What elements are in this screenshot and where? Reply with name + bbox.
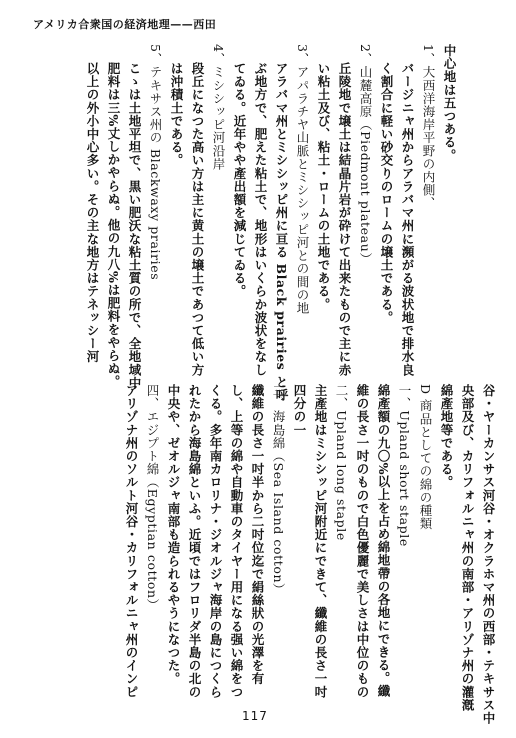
text-line: 肥料は三%丈しかやらぬ。他の九八%は肥料をやらぬ。 bbox=[106, 62, 121, 389]
text-line: 谷・ヤーカンサス河谷・オクラホマ州の西部・テキサス中 bbox=[481, 384, 496, 725]
text-line: 2、山麓高原（Piedmont plateau） bbox=[358, 44, 373, 266]
text-line: てゐる。近年やや產出額を減じてゐる。 bbox=[232, 62, 247, 298]
text-line: し、上等の綿や自動車のタイヤー用になる强い綿をつ bbox=[229, 384, 244, 699]
text-line: 四分の一 bbox=[292, 384, 307, 437]
text-line: アリゾナ州のソルト河谷・カリフォルニャ州のインピ bbox=[124, 384, 139, 699]
text-line: は沖積土である。 bbox=[169, 62, 184, 167]
text-line: 綿產額の九〇%以上を占め綿地帶の各地にできる。纖 bbox=[376, 384, 391, 698]
text-line: 丘陵地で壌土は結晶片岩が砕けて出来たもので主に赤 bbox=[337, 62, 352, 377]
text-line: バージニャ州からアラバマ州に瀕がる波状地で排水良 bbox=[400, 62, 415, 377]
text-line: くる。多年南カロリナ・ジオルジャ海岸の島につくら bbox=[208, 384, 223, 699]
text-line: 5、テキサス州の Blackwaxy prairies bbox=[148, 44, 163, 281]
text-line: 央部及び、カリフォルニャ州の南部・アリゾナ州の灌漑 bbox=[460, 384, 475, 712]
text-line: く割合に軽い砂交りのロームの壌土である。 bbox=[379, 62, 394, 324]
text-line: 1、大西洋海岸平野の内側、 bbox=[421, 44, 436, 210]
text-line: 3、アパラチヤ山脈とミシシッピ河との間の地 bbox=[295, 44, 310, 315]
text-line: 綿產地等である。 bbox=[439, 384, 454, 489]
text-line: 四、エジプト綿（Egyptian cotton） bbox=[145, 384, 160, 612]
text-line: 二、Upland long staple bbox=[334, 384, 349, 541]
text-line: ぶ地方で、肥えた粘土で、地形はいくらか波状をなし bbox=[253, 62, 268, 377]
text-line: こゝは土地平坦で、黒い肥沃な粘土質の所で、全地域中 bbox=[127, 62, 142, 390]
text-line: 一、Upland short staple bbox=[397, 384, 412, 547]
text-line: アラバマ州とミシシッピ州に亘る Black prairies と呼 bbox=[274, 62, 289, 402]
text-line: 中央や、ゼオルジャ南部も造られるやうになつた。 bbox=[166, 384, 181, 686]
text-line: れたから海島綿といふ。近頃ではフロリダ半島の北の bbox=[187, 384, 202, 699]
text-line: 主產地はミシシッピ河附近にできて、纖維の長さ一吋 bbox=[313, 384, 328, 699]
text-line: 4、ミシシッピ河沿岸 bbox=[211, 44, 226, 171]
page-number: 117 bbox=[242, 709, 268, 723]
text-line: 以上の外小中心多い。その主な地方はテネッシー河 bbox=[85, 62, 100, 364]
running-header: アメリカ合衆国の経済地理——西田 bbox=[33, 18, 217, 31]
text-line: い粘土及び、粘土・ロームの土地である。 bbox=[316, 62, 331, 311]
text-line: D 商品としての綿の種類 bbox=[418, 384, 433, 531]
text-line: 三、海島綿（Sea Island cotton） bbox=[271, 384, 286, 597]
text-line: 纖維の長さ一吋半から二吋位迄で絹絲狀の光澤を有 bbox=[250, 384, 265, 686]
text-line: 中心地は五つある。 bbox=[442, 44, 457, 162]
text-line: 維の長さ一吋のもので白色優麗で美しさは中位のもの bbox=[355, 384, 370, 699]
text-line: 段丘になつた高い方は主に黄土の壌土であつて低い方 bbox=[190, 62, 205, 377]
